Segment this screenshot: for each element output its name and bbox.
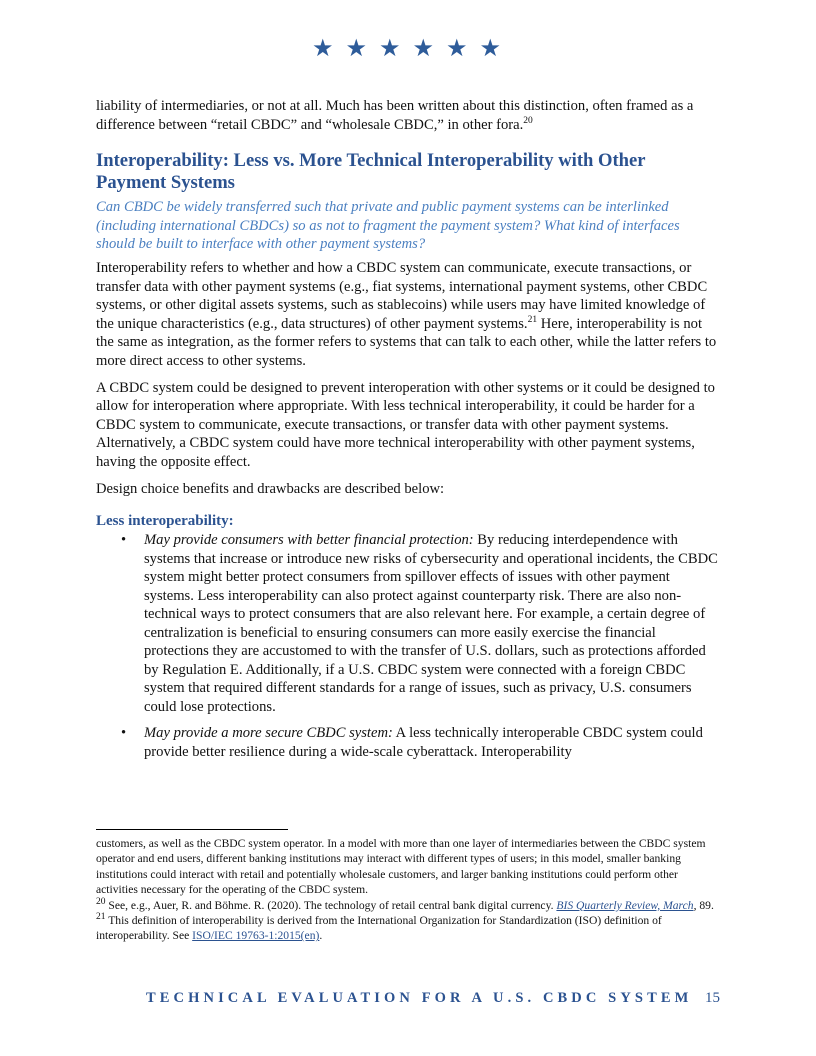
footnote-continuation: customers, as well as the CBDC system operator. In a model with more than one layer of intermediaries between the CBDC system operator and end users, different banking institutions may interact with different types of users; in this model, smaller banking institutions could interact with retail and potentially wholesale customers, and larger banking institutions could perform other activities necessary for the operating of the CBDC system.: [96, 837, 706, 897]
bis-quarterly-link[interactable]: BIS Quarterly Review, March: [556, 898, 694, 912]
footer-title: TECHNICAL EVALUATION FOR A U.S. CBDC SYSTEM: [146, 990, 693, 1006]
section-heading: Interoperability: Less vs. More Technical Interoperability with Other Payment Systems: [96, 150, 646, 193]
paragraph-benefits-intro: Design choice benefits and drawbacks are described below:: [96, 480, 445, 497]
bullet-icon: •: [121, 532, 127, 549]
bullet-icon: •: [121, 725, 127, 742]
intro-paragraph: liability of intermediaries, or not at all. Much has been written about this distinction, often framed as a difference between “retail CBDC” and “wholesale CBDC,” in other fora.$^{20}$: [96, 98, 694, 133]
list-item: • May provide a more secure CBDC system: A less technically interoperable CBDC system could provide better resilience during a wide-scale cyberattack. Interoperability: [121, 725, 703, 760]
paragraph-definition: Interoperability refers to whether and how a CBDC system can communicate, execute transactions, or transfer data with other payment systems (e.g., fiat systems, international payment systems, other CBDC systems, or other digital assets systems, such as stablecoins) while users may have limited knowledge of the unique characteristics (e.g., data structures) of other payment systems.$^{21}$ Here, interoperability is not the same as integration, as the former refers to systems that can talk to each other, while the latter refers to more direct access to other systems.: [96, 259, 717, 369]
iso-link[interactable]: ISO/IEC 19763-1:2015(en): [192, 929, 320, 943]
footnote-divider: [96, 829, 288, 830]
header-stars: ★ ★ ★ ★ ★ ★: [311, 36, 505, 62]
page-footer: [146, 990, 720, 1010]
footnote-ref-21[interactable]: 21: [527, 314, 538, 325]
subheading-less-interoperability: Less interoperability:: [96, 513, 234, 530]
footnote-20: $^{20}$ See, e.g., Auer, R. and Böhme. R. (2020). The technology of retail central bank digital currency. BIS Quarterly Review, March, 89.: [96, 896, 714, 912]
footnote-21: $^{21}$ This definition of interoperability is derived from the International Organization for Standardization (ISO) definition of interoperability. See ISO/IEC 19763-1:2015(en).: [96, 912, 662, 943]
page-body: [96, 97, 720, 769]
bullet-list: [96, 531, 720, 761]
section-question: Can CBDC be widely transferred such that private and public payment systems can be interlinked (including international CBDCs) so as not to fragment the payment system? What kind of interfaces should be built to interface with other payment systems?: [96, 199, 680, 253]
footnote-ref-20[interactable]: 20: [523, 115, 533, 126]
paragraph-design: A CBDC system could be designed to prevent interoperation with other systems or it could be designed to allow for interoperation where appropriate. With less technical interoperability, it could be harder for a CBDC system to communicate, execute transactions, or transfer data with other payment systems. Alternatively, a CBDC system could have more technical interoperability with other payment systems, having the opposite effect.: [96, 379, 715, 470]
footnotes: [96, 836, 720, 944]
list-item: • May provide consumers with better financial protection: By reducing interdependence with systems that increase or introduce new risks of cybersecurity and operational incidents, the CBDC system might better protect consumers from spillover effects of issues with other payment systems. Less interoperability can also protect against counterparty risk. There are also non-technical ways to protect consumers that are also relevant here. For example, a certain degree of centralization is beneficial to ensuring consumers can more easily exercise the financial protections they are accustomed to with the transfer of U.S. dollars, such as protections afforded by Regulation E. Additionally, if a U.S. CBDC system were connected with a foreign CBDC system that required different standards for a range of issues, such as privacy, U.S. consumers could lose protections.: [121, 532, 718, 715]
page-number: 15: [705, 990, 720, 1006]
